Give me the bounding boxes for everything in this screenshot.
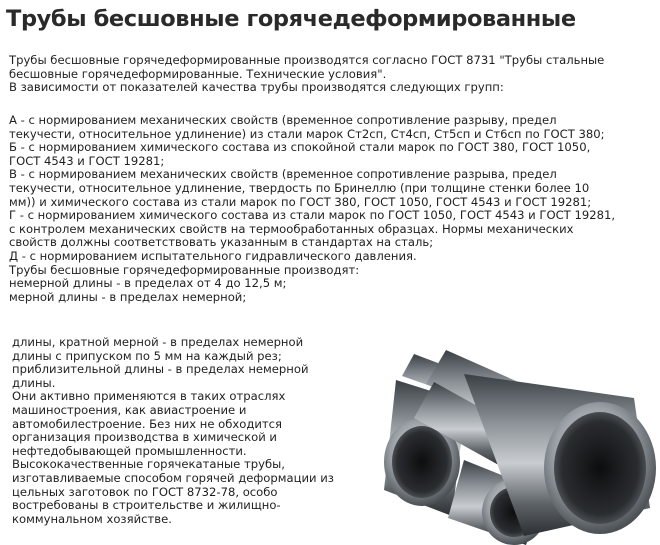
side-line: приблизительной длины - в пределах немерной [12,362,309,377]
side-line: Высококачественные горячекатаные трубы, [12,457,285,472]
intro-line: Трубы бесшовные горячедеформированные производятся согласно ГОСТ 8731 "Трубы стальные [9,53,605,67]
side-line: длины. [12,375,56,390]
groups-line: с контролем механических свойств на термообработанных образцах. Нормы механических [9,221,574,236]
intro-line: В зависимости от показателей качества трубы производятся следующих групп: [9,80,504,95]
groups-line: немерной длины - в пределах от 4 до 12,5 м; [9,276,287,291]
groups-line: Трубы бесшовные горячедеформированные производят: [9,262,360,277]
intro-text [9,54,604,95]
side-line: автомобилестроение. Без них не обходится [12,416,283,431]
groups-line: В - с нормированием механических свойств (временное сопротивление разрыва, предел [9,167,557,182]
side-line: цельных заготовок по ГОСТ 8732-78, особо [12,484,278,499]
side-line: нефтедобывающей промышленности. [12,443,247,458]
groups-line: свойств должны соответствовать указанным в стандартах на сталь; [9,235,434,250]
groups-line: ГОСТ 4543 и ГОСТ 19281; [9,153,165,168]
groups-line: А - с нормированием механических свойств (временное сопротивление разрыву, предел [9,113,557,127]
side-line: Они активно применяются в таких отраслях [12,389,286,404]
side-line: востребованы в строительстве и жилищно- [12,498,281,513]
groups-line: Д - с нормированием испытательного гидравлического давления. [9,248,417,263]
page-title: Трубы бесшовные горячедеформированные [6,6,576,32]
side-line: коммунальном хозяйстве. [12,511,172,526]
groups-line: мм)) и химического состава из стали марок по ГОСТ 380, ГОСТ 1050, ГОСТ 4543 и ГОСТ 19281; [9,194,592,209]
groups-line: текучести, относительное удлинение, твердость по Бринеллю (при толщине стенки более 10 [9,180,590,195]
groups-line: Г - с нормированием химического состава из стали марок по ГОСТ 1050, ГОСТ 4543 и ГОСТ 19281, [9,208,616,223]
steel-pipes-image [374,340,660,545]
applications-text [12,336,334,526]
intro-line: бесшовные горячедеформированные. Технические условия". [9,66,387,81]
groups-line: мерной длины - в пределах немерной; [9,289,247,304]
groups-line: Б - с нормированием химического состава из спокойной стали марок по ГОСТ 380, ГОСТ 1050, [9,140,591,155]
side-line: длины, кратной мерной - в пределах немерной [12,335,304,349]
groups-line: текучести, относительное удлинение) из стали марок Ст2сп, Ст4сп, Ст5сп и Ст6сп по ГОСТ 380; [9,126,605,141]
side-line: организация производства в химической и [12,430,277,445]
quality-groups-text [9,114,615,304]
side-line: машиностроения, как авиастроение и [12,402,247,417]
side-line: длины с припуском по 5 мм на каждый рез; [12,348,282,363]
side-line: изготавливаемые способом горячей деформации из [12,470,334,485]
